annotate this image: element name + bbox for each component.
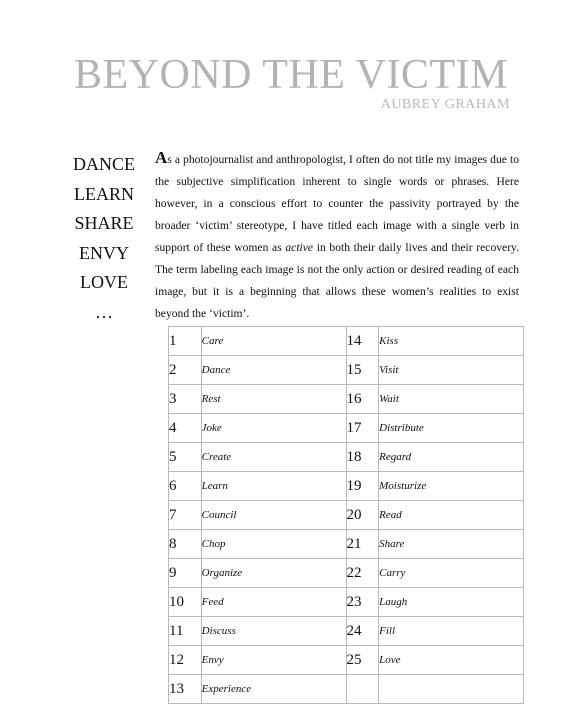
image-title: Carry [379,559,524,588]
image-title: Rest [201,385,346,414]
image-number: 6 [169,472,202,501]
table-row [169,385,524,414]
table-row [169,327,524,356]
document-title: BEYOND THE VICTIM [74,52,508,98]
table-row [169,675,524,704]
image-titles-body [169,327,524,704]
image-number: 9 [169,559,202,588]
image-number: 13 [169,675,202,704]
table-row [169,414,524,443]
image-title: Experience [201,675,346,704]
image-title: Kiss [379,327,524,356]
table-row [169,443,524,472]
image-title: Wait [379,385,524,414]
table-row [169,646,524,675]
image-number: 24 [346,617,379,646]
image-title: Care [201,327,346,356]
intro-text-part1: s a photojournalist and anthropologist, I often do not title my images due to the subjective simplification inherent to single words or phrases. Here however, in a conscious effort to counter the passivity portrayed by the broader ‘victim’ stereotype, I have titled each image with a single verb in support of these women as [155,153,519,254]
image-title: Feed [201,588,346,617]
image-number: 18 [346,443,379,472]
intro-emphasis: active [285,241,314,254]
image-title: Share [379,530,524,559]
image-number: 5 [169,443,202,472]
image-number: 1 [169,327,202,356]
table-row [169,588,524,617]
verb-item: ENVY [79,242,129,263]
verb-item: LOVE [80,272,128,292]
table-row [169,530,524,559]
image-title: Envy [201,646,346,675]
image-title: Distribute [379,414,524,443]
image-title: Laugh [379,588,524,617]
image-number: 23 [346,588,379,617]
verb-list [64,150,144,327]
image-number: 22 [346,559,379,588]
image-number: 15 [346,356,379,385]
image-title: Learn [201,472,346,501]
empty-cell [346,675,379,704]
image-number: 11 [169,617,202,646]
image-number: 14 [346,327,379,356]
image-number: 12 [169,646,202,675]
verb-item: SHARE [74,213,134,233]
image-title: Love [379,646,524,675]
image-number: 21 [346,530,379,559]
intro-paragraph [155,147,519,325]
image-number: 7 [169,501,202,530]
image-title: Fill [379,617,524,646]
image-number: 4 [169,414,202,443]
intro-text-part2: in both their daily lives and their recovery. The term labeling each image is not the only action or desired reading of each image, but it is a beginning that allows these women’s realities to exist beyond the ‘victim’. [155,241,519,320]
image-title: Read [379,501,524,530]
table-row [169,559,524,588]
image-number: 19 [346,472,379,501]
table-row [169,617,524,646]
image-number: 16 [346,385,379,414]
image-title: Chop [201,530,346,559]
empty-cell [379,675,524,704]
table-row [169,356,524,385]
image-number: 25 [346,646,379,675]
image-title: Council [201,501,346,530]
drop-cap: A [155,148,168,167]
image-title: Dance [201,356,346,385]
image-number: 20 [346,501,379,530]
author-name: AUBREY GRAHAM [380,97,510,112]
image-titles-table [168,326,524,704]
image-number: 17 [346,414,379,443]
image-number: 2 [169,356,202,385]
image-number: 8 [169,530,202,559]
image-title: Discuss [201,617,346,646]
image-title: Create [201,443,346,472]
image-title: Joke [201,414,346,443]
image-title: Organize [201,559,346,588]
image-title: Moisturize [379,472,524,501]
verb-item: LEARN [74,183,134,204]
image-title: Visit [379,356,524,385]
image-title: Regard [379,443,524,472]
verb-ellipsis: … [95,301,113,322]
table-row [169,472,524,501]
image-number: 3 [169,385,202,414]
table-row [169,501,524,530]
image-number: 10 [169,588,202,617]
verb-item: DANCE [73,154,135,174]
